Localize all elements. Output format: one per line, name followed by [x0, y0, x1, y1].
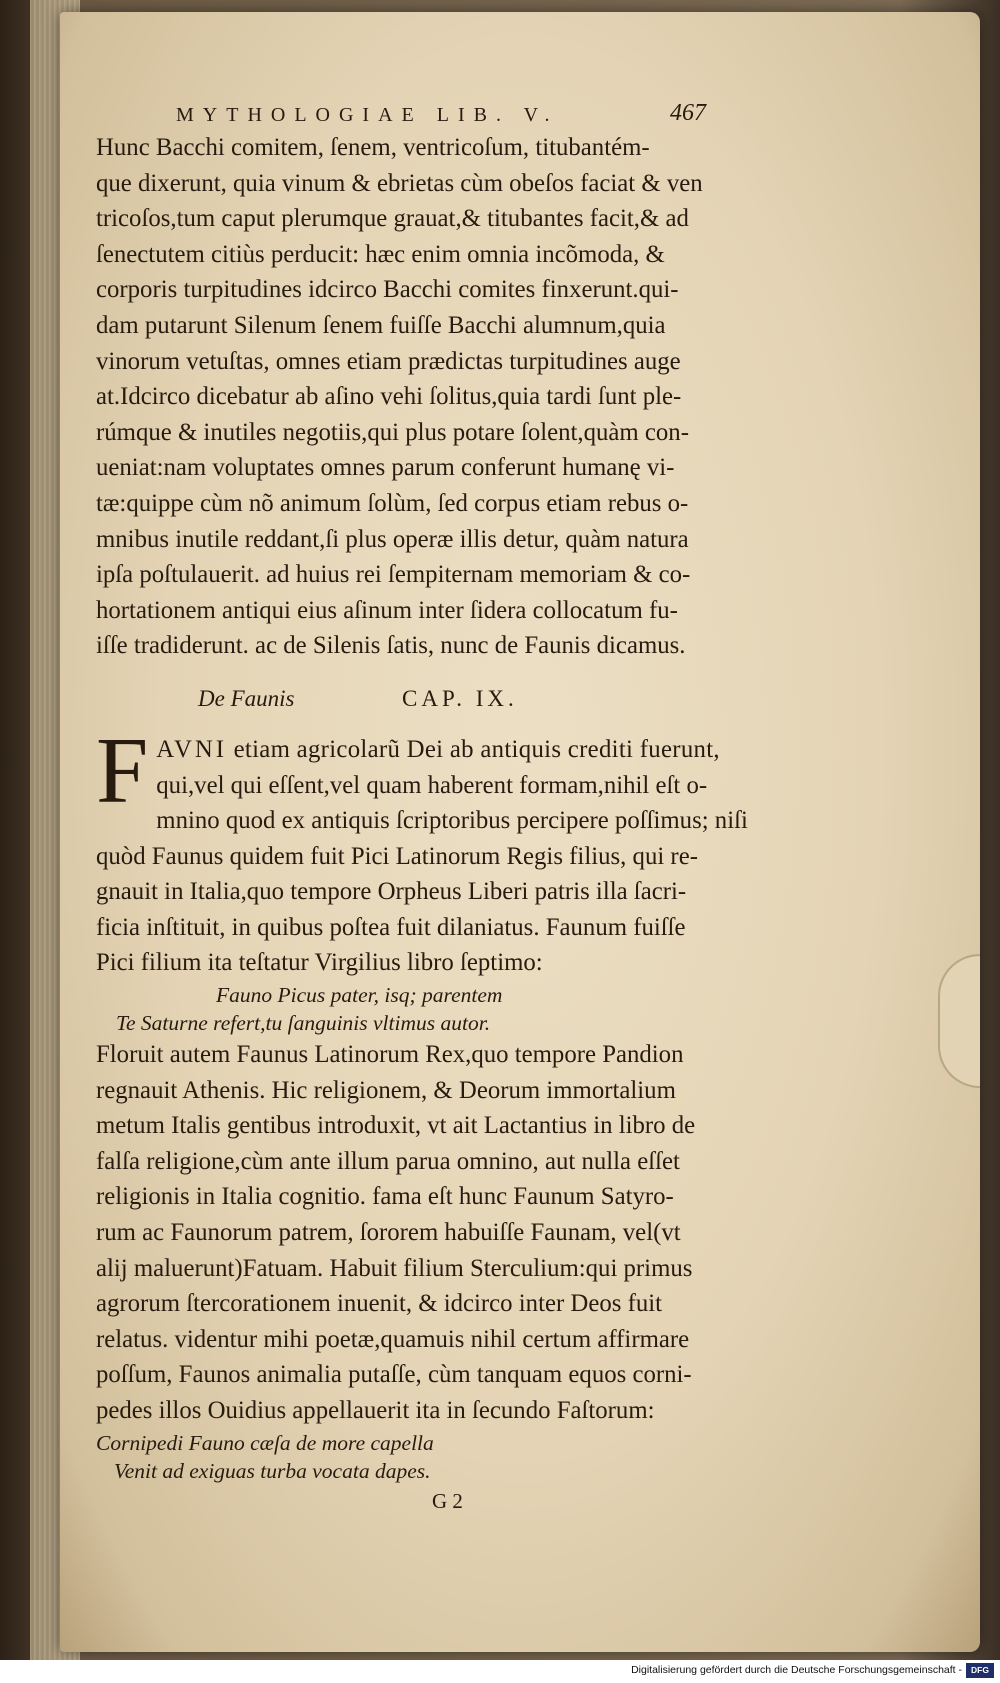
paragraph-3-line: falſa religione,cùm ante illum parua omnino, aut nulla eſſet	[96, 1147, 680, 1175]
paragraph-3	[96, 1037, 696, 1429]
paragraph-3-line: agrorum ſtercorationem inuenit, & idcirco inter Deos fuit	[96, 1290, 663, 1318]
signature-mark: G 2	[432, 1488, 463, 1513]
page-number: 467	[670, 100, 706, 126]
paragraph-2-line: ficia inſtituit, in quibus poſtea fuit dilaniatus. Faunum fuiſſe	[96, 913, 686, 941]
paragraph-3-line: relatus. videntur mihi poetæ,quamuis nihil certum affirmare	[96, 1325, 690, 1353]
chapter-heading	[96, 682, 696, 720]
paragraph-1-line: vinorum vetuſtas, omnes etiam prædictas turpitudines auge	[96, 347, 681, 375]
paragraph-1-line: ueniat:nam voluptates omnes parum conferunt humanę vi-	[96, 454, 675, 482]
paragraph-3-line: pedes illos Ouidius appellauerit ita in ſecundo Faſtorum:	[96, 1397, 655, 1424]
paragraph-1-line: tæ:quippe cùm nõ animum ſolùm, ſed corpus etiam rebus o-	[96, 489, 689, 517]
paragraph-1-line: Hunc Bacchi comitem, ſenem, ventricoſum, titubantém-	[96, 134, 650, 161]
paragraph-3-line: poſſum, Faunos animalia putaſſe, cùm tanquam equos corni-	[96, 1361, 692, 1389]
paragraph-3-line: regnauit Athenis. Hic religionem, & Deorum immortalium	[96, 1076, 676, 1104]
paragraph-1-line: que dixerunt, quia vinum & ebrietas cùm obeſos faciat & ven	[96, 169, 703, 197]
verse-line: Cornipedi Fauno cæſa de more capella	[96, 1430, 434, 1455]
paragraph-2-line: quòd Faunus quidem fuit Pici Latinorum Regis filius, qui re-	[96, 842, 698, 870]
first-word: AVNI	[156, 735, 228, 763]
verse-line: Te Saturne refert,tu ſanguinis vltimus autor.	[116, 1011, 491, 1036]
paragraph-1-line: rúmque & inutiles negotiis,qui plus potare ſolent,quàm con-	[96, 418, 689, 446]
paragraph-2-line: mnino quod ex antiquis ſcriptoribus percipere poſſimus; niſi	[156, 807, 748, 835]
page-content	[96, 100, 748, 1514]
paragraph-1-line: ipſa poſtulauerit. ad huius rei ſempiternam memoriam & co-	[96, 561, 691, 589]
paragraph-1-line: hortationem antiqui eius aſinum inter ſidera collocatum fu-	[96, 596, 678, 624]
running-head: MYTHOLOGIAE LIB. V.	[176, 104, 559, 126]
paragraph-2-line: gnauit in Italia,quo tempore Orpheus Liberi patris illa ſacri-	[96, 878, 687, 906]
paragraph-1-line: iſſe tradiderunt. ac de Silenis ſatis, nunc de Faunis dicamus.	[96, 632, 686, 660]
clasp-mark	[938, 954, 980, 1088]
verse-quote-2	[96, 1429, 696, 1485]
paragraph-1	[96, 130, 703, 664]
paragraph-1-line: dam putarunt Silenum ſenem fuiſſe Bacchi alumnum,quia	[96, 311, 666, 339]
paragraph-3-line: metum Italis gentibus introduxit, vt ait Lactantius in libro de	[96, 1112, 696, 1140]
dfg-logo: DFG	[966, 1663, 994, 1678]
paragraph-2-line: qui,vel qui eſſent,vel quam haberent formam,nihil eſt o-	[156, 771, 708, 799]
footer-credit: Digitalisierung gefördert durch die Deutsche Forschungsgemeinschaft -	[631, 1664, 962, 1676]
drop-cap: F	[96, 718, 149, 823]
verse-line: Venit ad exiguas turba vocata dapes.	[114, 1458, 431, 1483]
verse-line: Fauno Picus pater, isq; parentem	[216, 983, 503, 1008]
paragraph-3-line: rum ac Faunorum patrem, ſororem habuiſſe Faunam, vel(vt	[96, 1219, 681, 1247]
chapter-topic: De Faunis	[198, 685, 295, 711]
paragraph-1-line: ſenectutem citiùs perducit: hæc enim omnia incõmoda, &	[96, 240, 665, 268]
verse-quote-1	[96, 981, 696, 1037]
page-header	[96, 100, 706, 130]
paragraph-3-line: religionis in Italia cognitio. fama eſt hunc Faunum Satyro-	[96, 1183, 674, 1211]
paragraph-1-line: corporis turpitudines idcirco Bacchi comites finxerunt.qui-	[96, 276, 679, 304]
paragraph-2-line: Pici filium ita teſtatur Virgilius libro ſeptimo:	[96, 949, 543, 977]
paragraph-1-line: tricoſos,tum caput plerumque grauat,& titubantes facit,& ad	[96, 205, 689, 233]
footer-bar	[0, 1660, 1000, 1683]
paragraph-1-line: at.Idcirco dicebatur ab aſino vehi ſolitus,quia tardi ſunt ple-	[96, 383, 682, 411]
paragraph-2	[96, 718, 748, 981]
paragraph-1-line: mnibus inutile reddant,ſi plus operæ illis detur, quàm natura	[96, 525, 689, 553]
first-line-rest: etiam agricolarũ Dei ab antiquis crediti fuerunt,	[227, 735, 720, 763]
paragraph-3-line: Floruit autem Faunus Latinorum Rex,quo tempore Pandion	[96, 1041, 684, 1069]
paragraph-2-first-line	[96, 732, 720, 768]
paragraph-3-line: alij maluerunt)Fatuam. Habuit filium Sterculium:qui primus	[96, 1254, 693, 1282]
chapter-number: CAP. IX.	[402, 685, 518, 711]
